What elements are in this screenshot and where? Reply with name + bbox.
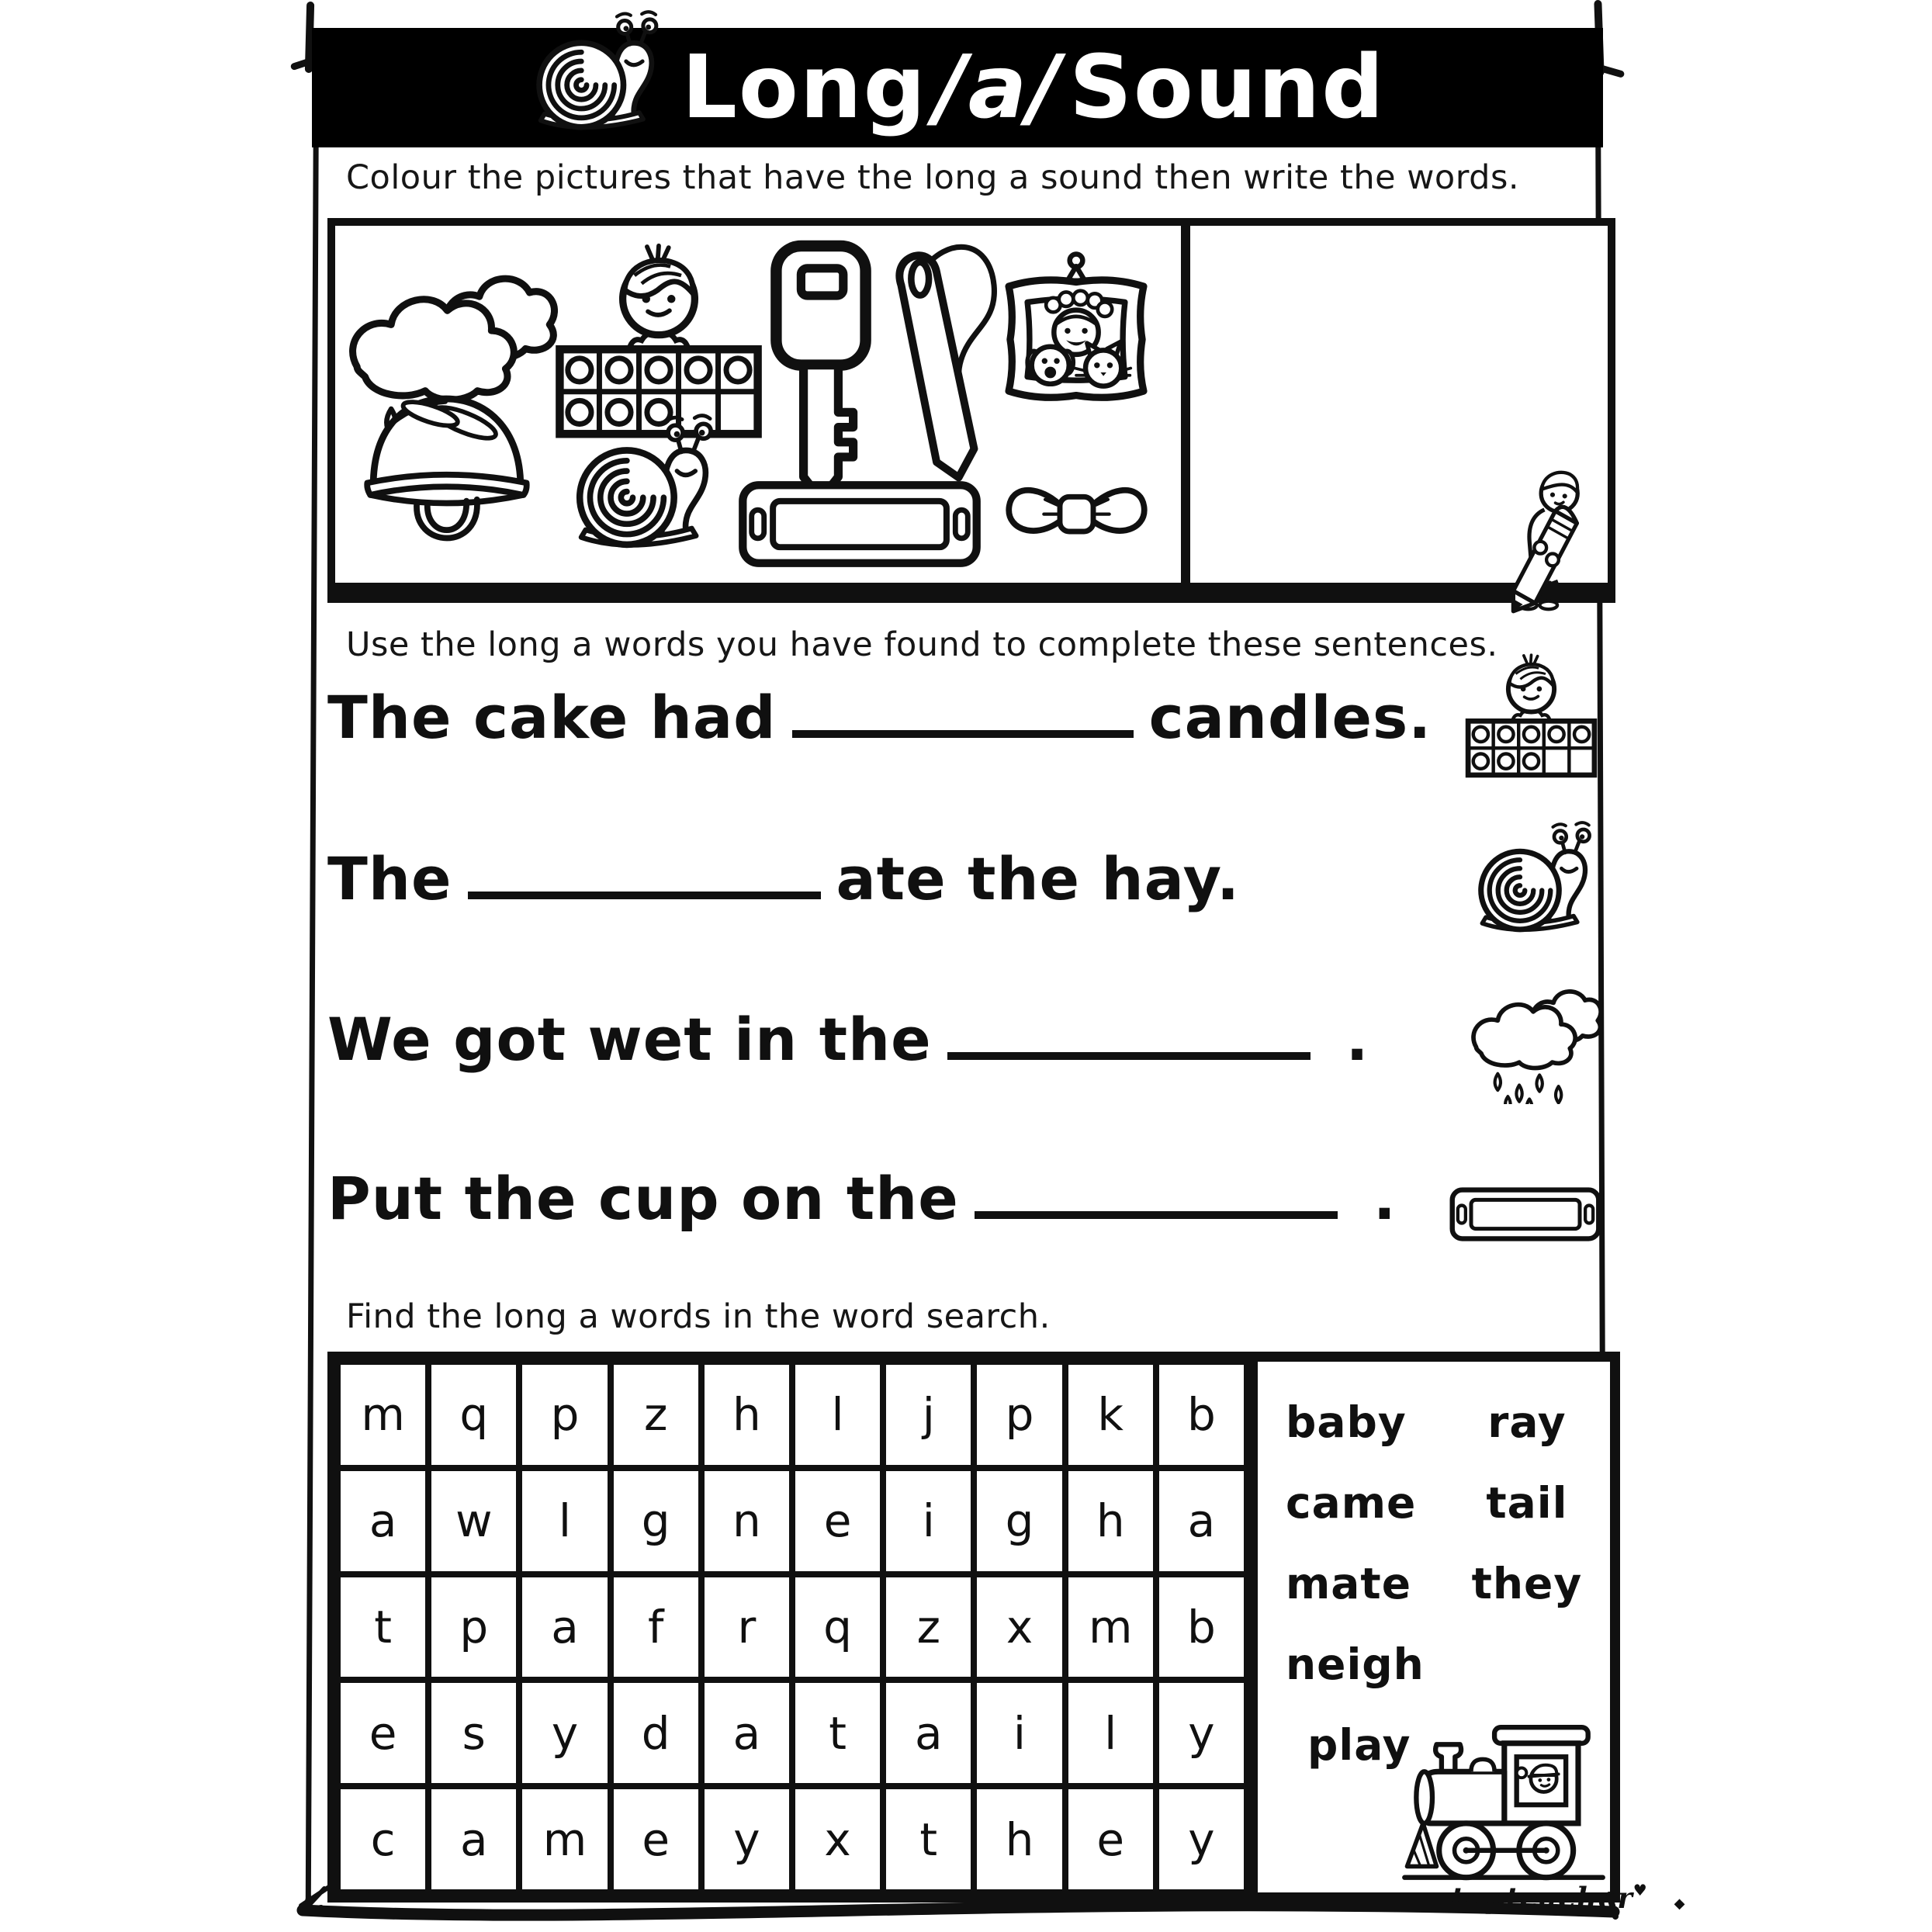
sentence-before: The bbox=[327, 844, 452, 913]
picture-frame-icon bbox=[990, 249, 1162, 430]
rain-cloud-icon bbox=[1463, 970, 1603, 1104]
grid-cell: a bbox=[338, 1468, 428, 1574]
word-item: baby bbox=[1286, 1397, 1407, 1447]
ten-frame-with-boy-icon bbox=[1459, 653, 1603, 784]
grid-cell: h bbox=[701, 1362, 792, 1468]
grid-cell: e bbox=[611, 1786, 701, 1892]
sentence-after: . bbox=[1373, 1164, 1397, 1233]
grid-cell: m bbox=[519, 1786, 610, 1892]
word-item bbox=[1444, 1624, 1610, 1705]
instruction-sentences: Use the long a words you have found to complete these sentences. bbox=[346, 625, 1498, 664]
answer-blank-line bbox=[468, 892, 821, 899]
grid-cell: h bbox=[1065, 1468, 1156, 1574]
boy-with-pencil-icon bbox=[1493, 466, 1601, 615]
grid-cell: j bbox=[883, 1362, 974, 1468]
grid-cell: q bbox=[428, 1362, 519, 1468]
grid-cell: y bbox=[1156, 1680, 1247, 1786]
grid-cell: b bbox=[1156, 1574, 1247, 1681]
sentence-after: . bbox=[1345, 1005, 1369, 1074]
word-item: tail bbox=[1486, 1478, 1568, 1528]
sentences bbox=[327, 675, 1603, 1304]
grid-cell: i bbox=[974, 1680, 1065, 1786]
grid-cell: l bbox=[1065, 1680, 1156, 1786]
sentence-row bbox=[327, 844, 1603, 913]
grid-cell: m bbox=[338, 1362, 428, 1468]
sentence-before: The cake had bbox=[327, 683, 777, 752]
word-item: neigh bbox=[1286, 1639, 1425, 1689]
snail-icon bbox=[530, 10, 670, 139]
riding-helmet-icon bbox=[352, 375, 540, 563]
grid-cell: a bbox=[519, 1574, 610, 1681]
word-item: they bbox=[1471, 1559, 1583, 1608]
grid-cell: a bbox=[701, 1680, 792, 1786]
grid-cell: q bbox=[792, 1574, 883, 1681]
page-border-bottom bbox=[290, 1884, 1626, 1932]
grid-cell: p bbox=[428, 1574, 519, 1681]
grid-cell: t bbox=[883, 1786, 974, 1892]
pictures-box bbox=[327, 218, 1189, 603]
grid-cell: t bbox=[338, 1574, 428, 1681]
grid-cell: p bbox=[974, 1362, 1065, 1468]
writing-box bbox=[1182, 218, 1615, 603]
sentence-before: We got wet in the bbox=[327, 1005, 932, 1074]
instruction-colour: Colour the pictures that have the long a sound then write the words. bbox=[346, 158, 1520, 197]
sentence-row bbox=[327, 1005, 1603, 1074]
grid-cell: a bbox=[883, 1680, 974, 1786]
grid-cell: f bbox=[611, 1574, 701, 1681]
word-item: play bbox=[1307, 1720, 1411, 1770]
word-search-grid bbox=[327, 1352, 1257, 1903]
grid-cell: l bbox=[519, 1468, 610, 1574]
grid-cell: b bbox=[1156, 1362, 1247, 1468]
sentence-after: ate the hay. bbox=[836, 844, 1241, 913]
grid-cell: x bbox=[792, 1786, 883, 1892]
sentence-after: candles. bbox=[1148, 683, 1432, 752]
grid-cell: a bbox=[1156, 1468, 1247, 1574]
grid-cell: y bbox=[1156, 1786, 1247, 1892]
heart-icon: ♥ bbox=[1633, 1881, 1648, 1899]
grid-cell: i bbox=[883, 1468, 974, 1574]
grid-cell: x bbox=[974, 1574, 1065, 1681]
baking-tray-icon bbox=[1448, 1181, 1603, 1248]
word-item: mate bbox=[1286, 1559, 1412, 1608]
title-prefix: Long bbox=[681, 37, 927, 138]
sentence-row bbox=[327, 1164, 1603, 1233]
grid-cell: a bbox=[428, 1786, 519, 1892]
word-item: ray bbox=[1487, 1397, 1567, 1447]
grid-cell: y bbox=[519, 1680, 610, 1786]
sentence-row bbox=[327, 683, 1603, 752]
grid-cell: t bbox=[792, 1680, 883, 1786]
grid-cell: d bbox=[611, 1680, 701, 1786]
instruction-wordsearch: Find the long a words in the word search. bbox=[346, 1297, 1051, 1336]
grid-cell: h bbox=[974, 1786, 1065, 1892]
train-with-boy-icon bbox=[1402, 1704, 1605, 1889]
word-list-box bbox=[1248, 1352, 1620, 1903]
brand-text: topteacher bbox=[1451, 1881, 1633, 1915]
needle-icon bbox=[866, 229, 1009, 502]
answer-blank-line bbox=[792, 730, 1134, 738]
sentence-before: Put the cup on the bbox=[327, 1164, 959, 1233]
bow-icon bbox=[993, 465, 1160, 565]
diamond-mark-icon: ◆ bbox=[1674, 1896, 1686, 1912]
answer-blank-line bbox=[947, 1052, 1311, 1060]
grid-cell: z bbox=[611, 1362, 701, 1468]
grid-cell: z bbox=[883, 1574, 974, 1681]
title-suffix: Sound bbox=[1069, 37, 1386, 138]
snail-icon bbox=[1471, 821, 1603, 940]
grid-cell: y bbox=[701, 1786, 792, 1892]
answer-blank-line bbox=[975, 1211, 1338, 1219]
grid-cell: k bbox=[1065, 1362, 1156, 1468]
title-phoneme: /a/ bbox=[934, 37, 1062, 138]
grid-cell: l bbox=[792, 1362, 883, 1468]
grid-cell: e bbox=[338, 1680, 428, 1786]
page-title bbox=[682, 37, 1386, 138]
grid-cell: n bbox=[701, 1468, 792, 1574]
baking-tray-icon bbox=[736, 471, 984, 577]
page-border-left bbox=[306, 47, 319, 1906]
grid-cell: g bbox=[611, 1468, 701, 1574]
grid-cell: e bbox=[792, 1468, 883, 1574]
grid-cell: r bbox=[701, 1574, 792, 1681]
grid-cell: m bbox=[1065, 1574, 1156, 1681]
grid-cell: e bbox=[1065, 1786, 1156, 1892]
grid-cell: g bbox=[974, 1468, 1065, 1574]
snail-icon bbox=[568, 414, 727, 558]
word-item: came bbox=[1286, 1478, 1417, 1528]
header-bar bbox=[312, 28, 1603, 147]
grid-cell: s bbox=[428, 1680, 519, 1786]
grid-cell: w bbox=[428, 1468, 519, 1574]
grid-cell: p bbox=[519, 1362, 610, 1468]
grid-cell: c bbox=[338, 1786, 428, 1892]
